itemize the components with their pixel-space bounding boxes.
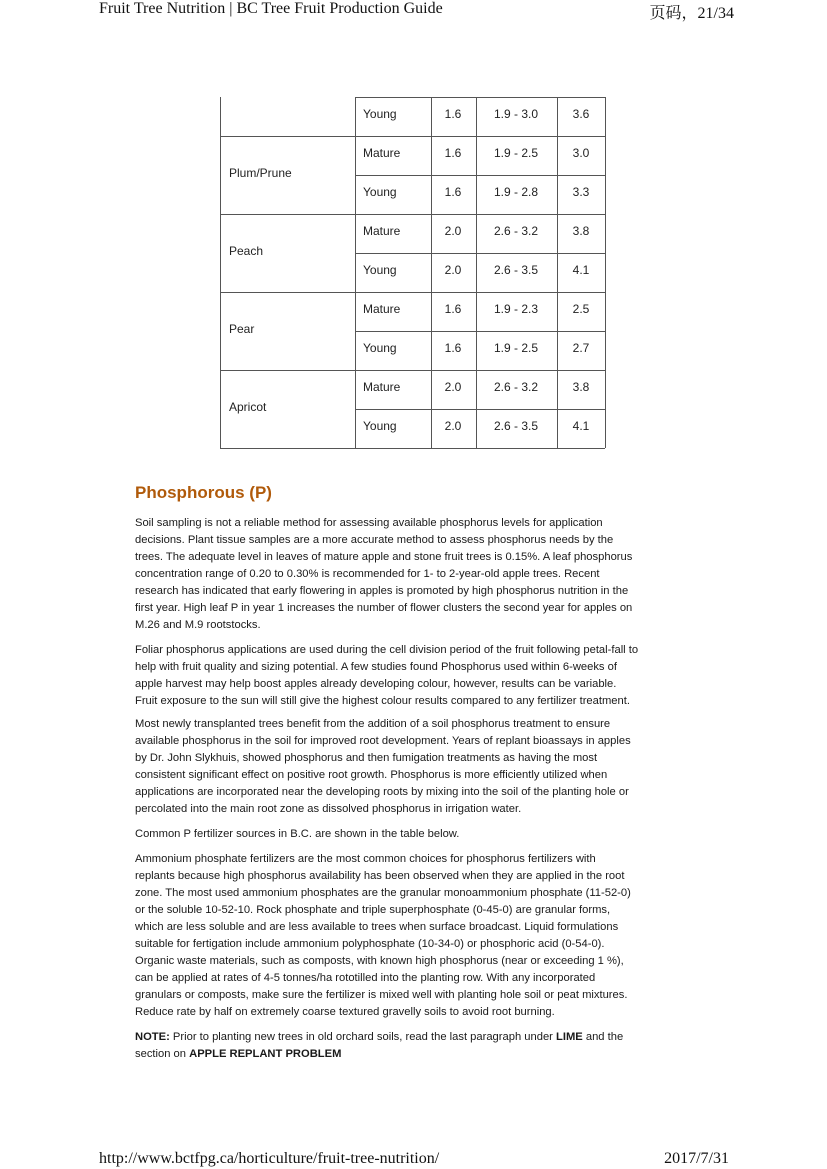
note-replant-link: APPLE REPLANT PROBLEM bbox=[189, 1048, 342, 1060]
paragraph-line: Reduce rate by half on extremely coarse textured gravelly soils to avoid root burning. bbox=[135, 1006, 555, 1018]
header-page-number: 页码，21/34 bbox=[649, 5, 734, 22]
table-cell-c1: 2.0 bbox=[444, 224, 462, 238]
table-cell-crop: Peach bbox=[229, 244, 264, 258]
paragraph-line: help with fruit quality and sizing potential. A few studies found Phosphorus used within 6-weeks of bbox=[135, 661, 617, 673]
table-cell-c3: 3.6 bbox=[572, 107, 590, 121]
table-grid-line bbox=[355, 409, 605, 410]
table-cell-c2: 1.9 - 2.5 bbox=[493, 146, 539, 160]
table-cell-stage: Mature bbox=[363, 146, 401, 160]
note-label: NOTE: bbox=[135, 1031, 170, 1043]
paragraph-line: apple harvest may help boost apples already developing colour, however, results can be variable. bbox=[135, 678, 617, 690]
table-cell-c3: 4.1 bbox=[572, 263, 590, 277]
paragraph-line: granulars or composts, make sure the fertilizer is mixed well with planting hole soil or peat mixtures. bbox=[135, 989, 628, 1001]
table-cell-stage: Young bbox=[363, 419, 397, 433]
paragraph-line: by Dr. John Slykhuis, showed phosphorus and then fumigation treatments as having the most bbox=[135, 752, 598, 764]
paragraph-1 bbox=[135, 515, 700, 634]
table-cell-crop: Apricot bbox=[229, 400, 267, 414]
table-grid-line bbox=[355, 175, 605, 176]
table-cell-c1: 2.0 bbox=[444, 380, 462, 394]
table-cell-c1: 1.6 bbox=[444, 146, 462, 160]
table-cell-c3: 2.7 bbox=[572, 341, 590, 355]
paragraph-line: applications are incorporated near the developing roots by mixing into the soil of the planting hole or bbox=[135, 786, 629, 798]
table-grid-line bbox=[355, 97, 605, 98]
note-lime-link: LIME bbox=[556, 1031, 583, 1043]
table-cell-stage: Mature bbox=[363, 380, 401, 394]
note-text: and the bbox=[582, 1031, 624, 1043]
table-cell-stage: Young bbox=[363, 107, 397, 121]
paragraph-line: consistent significant effect on positive root growth. Phosphorus is more efficiently utilized when bbox=[135, 769, 608, 781]
table-grid-line bbox=[355, 97, 356, 448]
table-cell-c3: 3.0 bbox=[572, 146, 590, 160]
table-cell-c1: 1.6 bbox=[444, 302, 462, 316]
paragraph-line: Soil sampling is not a reliable method for assessing available phosphorus levels for application bbox=[135, 517, 603, 529]
table-cell-c2: 2.6 - 3.5 bbox=[493, 419, 539, 433]
table-cell-c2: 1.9 - 3.0 bbox=[493, 107, 539, 121]
paragraph-line: trees. The adequate level in leaves of mature apple and stone fruit trees is 0.15%. A leaf phosphorus bbox=[135, 551, 633, 563]
paragraph-4 bbox=[135, 826, 700, 843]
table-cell-c2: 1.9 - 2.3 bbox=[493, 302, 539, 316]
table-cell-c2: 2.6 - 3.5 bbox=[493, 263, 539, 277]
table-cell-c3: 4.1 bbox=[572, 419, 590, 433]
header-title: Fruit Tree Nutrition | BC Tree Fruit Production Guide bbox=[99, 0, 443, 17]
table-cell-c1: 1.6 bbox=[444, 107, 462, 121]
table-grid-line bbox=[220, 448, 605, 449]
paragraph-line: or the soluble 10-52-10. Rock phosphate and triple superphosphate (0-45-0) are granular forms, bbox=[135, 904, 611, 916]
table-cell-crop: Plum/Prune bbox=[229, 166, 292, 180]
table-cell-c3: 2.5 bbox=[572, 302, 590, 316]
paragraph-3 bbox=[135, 716, 700, 818]
table-cell-c2: 2.6 - 3.2 bbox=[493, 224, 539, 238]
paragraph-line: zone. The most used ammonium phosphates are the granular monoammonium phosphate (11-52-0) bbox=[135, 887, 631, 899]
paragraph-line: Organic waste materials, such as composts, with known high phosphorus (near or exceeding 1 %), bbox=[135, 955, 624, 967]
table-cell-c1: 1.6 bbox=[444, 341, 462, 355]
table-grid-line bbox=[220, 136, 605, 137]
section-heading: Phosphorous (P) bbox=[135, 483, 272, 502]
table-cell-c3: 3.8 bbox=[572, 224, 590, 238]
table-grid-line bbox=[220, 370, 605, 371]
table-cell-stage: Mature bbox=[363, 224, 401, 238]
table-grid-line bbox=[355, 253, 605, 254]
paragraph-line: Foliar phosphorus applications are used during the cell division period of the fruit following petal-fall to bbox=[135, 644, 639, 656]
paragraph-line: concentration range of 0.20 to 0.30% is recommended for 1- to 2-year-old apple trees. Recent bbox=[135, 568, 600, 580]
table-cell-crop: Pear bbox=[229, 322, 255, 336]
paragraph-2 bbox=[135, 642, 700, 710]
footer-url: http://www.bctfpg.ca/horticulture/fruit-tree-nutrition/ bbox=[99, 1150, 440, 1167]
note-text: Prior to planting new trees in old orchard soils, read the last paragraph under bbox=[169, 1031, 556, 1043]
paragraph-line: replants because high phosphorus availability has been observed when they are applied in the root bbox=[135, 870, 625, 882]
table-grid-line bbox=[220, 97, 221, 448]
table-cell-c1: 1.6 bbox=[444, 185, 462, 199]
paragraph-line: M.26 and M.9 rootstocks. bbox=[135, 619, 261, 631]
table-grid-line bbox=[355, 331, 605, 332]
paragraph-line: Most newly transplanted trees benefit from the addition of a soil phosphorus treatment to ensure bbox=[135, 718, 611, 730]
paragraph-line: can be applied at rates of 4-5 tonnes/ha rototilled into the planting row. With any incorporated bbox=[135, 972, 596, 984]
note-text: section on bbox=[135, 1048, 190, 1060]
table-cell-c2: 1.9 - 2.8 bbox=[493, 185, 539, 199]
table-cell-stage: Young bbox=[363, 263, 397, 277]
paragraph-5 bbox=[135, 851, 700, 1021]
table-cell-stage: Young bbox=[363, 185, 397, 199]
table-cell-stage: Young bbox=[363, 341, 397, 355]
nutrient-table bbox=[220, 97, 605, 448]
paragraph-line: first year. High leaf P in year 1 increases the number of flower clusters the second year for apples on bbox=[135, 602, 633, 614]
paragraph-line: percolated into the main root zone as dissolved phosphorus in irrigation water. bbox=[135, 803, 522, 815]
paragraph-line: decisions. Plant tissue samples are a more accurate method to assess phosphorus needs by the bbox=[135, 534, 614, 546]
note-line-2 bbox=[135, 1046, 700, 1063]
paragraph-line: Fruit exposure to the sun will still give the highest colour results compared to any fertilizer treatment. bbox=[135, 695, 630, 707]
note-paragraph bbox=[135, 1029, 700, 1063]
paragraph-line: research has indicated that early flowering in apples is promoted by high phosphorus nutrition in the bbox=[135, 585, 629, 597]
footer-date: 2017/7/31 bbox=[664, 1150, 729, 1167]
paragraph-line: Ammonium phosphate fertilizers are the most common choices for phosphorus fertilizers with bbox=[135, 853, 596, 865]
table-cell-c2: 1.9 - 2.5 bbox=[493, 341, 539, 355]
table-cell-c1: 2.0 bbox=[444, 419, 462, 433]
table-cell-c3: 3.3 bbox=[572, 185, 590, 199]
table-cell-c1: 2.0 bbox=[444, 263, 462, 277]
paragraph-line: suitable for fertigation include ammonium polyphosphate (10-34-0) or phosphoric acid (0-54-0). bbox=[135, 938, 605, 950]
table-cell-c2: 2.6 - 3.2 bbox=[493, 380, 539, 394]
table-cell-c3: 3.8 bbox=[572, 380, 590, 394]
paragraph-line: which are less soluble and are less available to trees when surface broadcast. Liquid formulations bbox=[135, 921, 619, 933]
paragraph-line: Common P fertilizer sources in B.C. are shown in the table below. bbox=[135, 828, 460, 840]
table-grid-line bbox=[220, 292, 605, 293]
table-grid-line bbox=[220, 214, 605, 215]
note-line-1 bbox=[135, 1029, 700, 1046]
table-cell-stage: Mature bbox=[363, 302, 401, 316]
paragraph-line: available phosphorus in the soil for improved root development. Years of replant bioassays in apples bbox=[135, 735, 631, 747]
